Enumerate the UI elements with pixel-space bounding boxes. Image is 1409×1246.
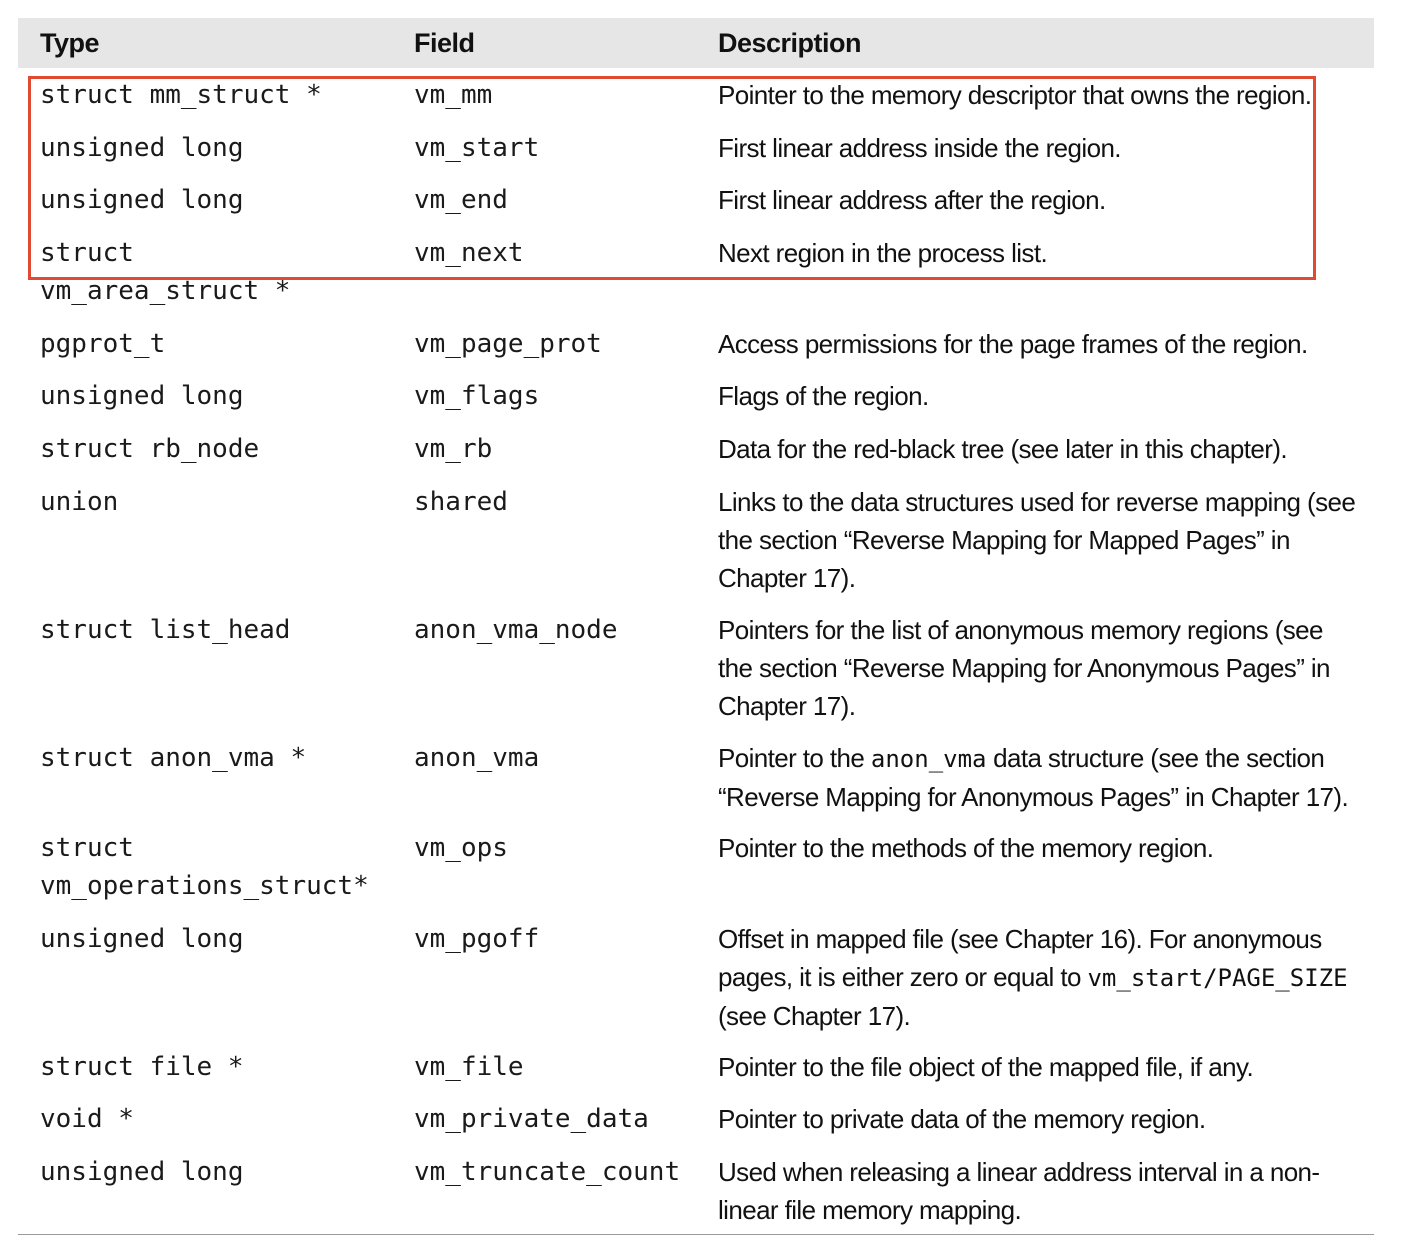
table-header: [18, 18, 1374, 68]
type-cell: union: [40, 487, 119, 517]
type-cell: struct rb_node: [40, 434, 260, 464]
bottom-rule: [18, 1234, 1374, 1235]
type-cell: struct list_head: [40, 615, 291, 645]
description-code: anon_vma: [870, 745, 987, 773]
header-type: Type: [40, 28, 100, 58]
field-cell: vm_pgoff: [414, 924, 540, 954]
description-text: data structure (see the section “Reverse Mapping for Anonymous Pages” in Chapter 17).: [718, 743, 1349, 812]
description-cell: Data for the red-black tree (see later in this chapter).: [718, 434, 1288, 464]
type-cell: unsigned long: [40, 924, 244, 954]
description-cell: First linear address after the region.: [718, 185, 1106, 215]
description-cell: Next region in the process list.: [718, 238, 1048, 268]
field-cell: vm_ops: [414, 833, 508, 863]
field-cell: shared: [414, 487, 508, 517]
description-cell: Flags of the region.: [718, 381, 929, 411]
header-description: Description: [718, 28, 862, 58]
description-text: Offset in mapped file (see Chapter 16). For anonymous pages, it is either zero or equal to: [718, 924, 1322, 992]
field-cell: anon_vma: [414, 743, 540, 773]
highlight-box: [28, 76, 1316, 280]
type-cell: unsigned long: [40, 381, 244, 411]
type-cell: unsigned long: [40, 133, 244, 163]
field-cell: vm_mm: [414, 80, 493, 110]
type-cell: unsigned long: [40, 185, 244, 215]
struct-fields-table: [18, 18, 1374, 1225]
description-cell: Pointers for the list of anonymous memory regions (see the section “Reverse Mapping for Anonymous Pages” in Chapter 17).: [718, 615, 1330, 721]
type-cell: void *: [40, 1104, 134, 1134]
description-cell: Access permissions for the page frames of the region.: [718, 329, 1308, 359]
type-cell: struct file *: [40, 1052, 244, 1082]
field-cell: vm_file: [414, 1052, 524, 1082]
description-cell: First linear address inside the region.: [718, 133, 1121, 163]
description-text: (see Chapter 17).: [718, 1001, 911, 1031]
field-cell: vm_flags: [414, 381, 540, 411]
type-cell: unsigned long: [40, 1157, 244, 1187]
description-cell: [718, 739, 1358, 816]
description-cell: Pointer to the file object of the mapped file, if any.: [718, 1052, 1254, 1082]
field-cell: vm_truncate_count: [414, 1157, 681, 1187]
field-cell: anon_vma_node: [414, 615, 618, 645]
description-cell: Pointer to the methods of the memory region.: [718, 833, 1214, 863]
field-cell: vm_rb: [414, 434, 493, 464]
field-cell: vm_private_data: [414, 1104, 649, 1134]
field-cell: vm_start: [414, 133, 540, 163]
field-cell: vm_page_prot: [414, 329, 602, 359]
type-cell: struct vm_area_struct *: [40, 238, 291, 306]
description-cell: Pointer to the memory descriptor that owns the region.: [718, 80, 1312, 110]
type-cell: pgprot_t: [40, 329, 166, 359]
type-cell: struct mm_struct *: [40, 80, 322, 110]
description-text: Pointer to the: [718, 743, 871, 773]
description-cell: Links to the data structures used for reverse mapping (see the section “Reverse Mapping for Mapped Pages” in Chapter 17).: [718, 487, 1356, 593]
type-cell: struct anon_vma *: [40, 743, 307, 773]
field-cell: vm_next: [414, 238, 524, 268]
type-cell: struct vm_operations_struct*: [40, 833, 369, 901]
description-code: vm_start/PAGE_SIZE: [1087, 964, 1348, 992]
description-cell: Used when releasing a linear address interval in a non-linear file memory mapping.: [718, 1157, 1320, 1225]
description-cell: [718, 920, 1358, 1035]
field-cell: vm_end: [414, 185, 508, 215]
description-cell: Pointer to private data of the memory region.: [718, 1104, 1206, 1134]
header-field: Field: [414, 28, 475, 58]
